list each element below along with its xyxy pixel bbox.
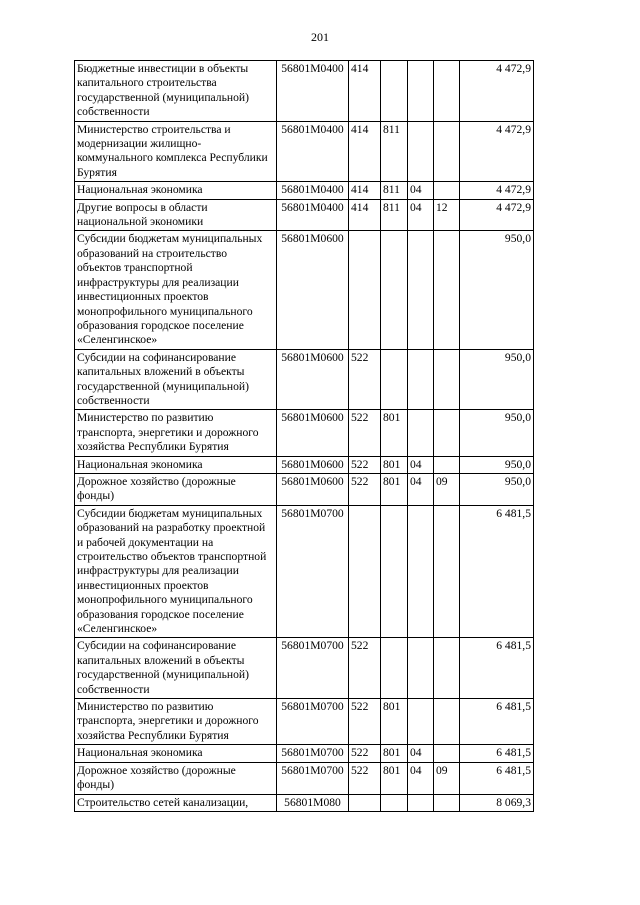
row-ministry-code-cell <box>381 794 408 811</box>
row-name-cell: Дорожное хозяйство (дорожные фонды) <box>75 762 277 794</box>
row-ministry-code-cell <box>381 61 408 122</box>
row-sum-cell: 950,0 <box>460 456 534 473</box>
row-code-cell: 56801М0600 <box>277 231 349 349</box>
row-name-cell: Министерство по развитию транспорта, энергетики и дорожного хозяйства Республики Бурятия <box>75 410 277 456</box>
row-ministry-code-cell <box>381 349 408 410</box>
row-section-cell <box>408 794 434 811</box>
row-subsection-cell <box>434 505 460 638</box>
row-ministry-code-cell: 801 <box>381 410 408 456</box>
row-section-cell: 04 <box>408 745 434 762</box>
table-row <box>75 121 534 182</box>
table-row <box>75 182 534 199</box>
table-row <box>75 231 534 349</box>
row-sum-cell: 4 472,9 <box>460 182 534 199</box>
row-name-cell: Министерство по развитию транспорта, энергетики и дорожного хозяйства Республики Бурятия <box>75 699 277 745</box>
row-code-cell: 56801М0700 <box>277 638 349 699</box>
row-ministry-code-cell <box>381 231 408 349</box>
row-subsection-cell <box>434 794 460 811</box>
table-row <box>75 638 534 699</box>
row-code-cell: 56801М0400 <box>277 61 349 122</box>
row-ministry-code-cell: 811 <box>381 121 408 182</box>
row-sum-cell: 8 069,3 <box>460 794 534 811</box>
row-section-cell <box>408 121 434 182</box>
row-subsection-cell <box>434 231 460 349</box>
row-subsection-cell <box>434 699 460 745</box>
row-code-cell: 56801М0400 <box>277 182 349 199</box>
row-expense-type-cell: 522 <box>349 473 381 505</box>
row-code-cell: 56801М0700 <box>277 762 349 794</box>
row-section-cell: 04 <box>408 473 434 505</box>
row-subsection-cell <box>434 456 460 473</box>
table-row <box>75 762 534 794</box>
row-sum-cell: 6 481,5 <box>460 762 534 794</box>
row-ministry-code-cell: 801 <box>381 745 408 762</box>
row-expense-type-cell: 522 <box>349 349 381 410</box>
row-expense-type-cell: 522 <box>349 456 381 473</box>
row-sum-cell: 950,0 <box>460 231 534 349</box>
row-sum-cell: 6 481,5 <box>460 745 534 762</box>
row-ministry-code-cell: 811 <box>381 182 408 199</box>
row-code-cell: 56801М0700 <box>277 699 349 745</box>
row-name-cell: Субсидии на софинансирование капитальных вложений в объекты государственной (муниципальной) собственности <box>75 638 277 699</box>
row-sum-cell: 6 481,5 <box>460 699 534 745</box>
row-sum-cell: 950,0 <box>460 349 534 410</box>
row-name-cell: Министерство строительства и модернизации жилищно-коммунального комплекса Республики Бурятия <box>75 121 277 182</box>
row-subsection-cell <box>434 745 460 762</box>
row-sum-cell: 4 472,9 <box>460 121 534 182</box>
row-section-cell: 04 <box>408 182 434 199</box>
row-section-cell: 04 <box>408 762 434 794</box>
row-sum-cell: 4 472,9 <box>460 199 534 231</box>
row-name-cell: Субсидии на софинансирование капитальных вложений в объекты государственной (муниципальной) собственности <box>75 349 277 410</box>
row-sum-cell: 6 481,5 <box>460 505 534 638</box>
row-ministry-code-cell: 801 <box>381 699 408 745</box>
row-expense-type-cell: 414 <box>349 61 381 122</box>
row-name-cell: Национальная экономика <box>75 182 277 199</box>
row-code-cell: 56801М0400 <box>277 199 349 231</box>
row-expense-type-cell <box>349 231 381 349</box>
row-expense-type-cell: 522 <box>349 410 381 456</box>
row-section-cell: 04 <box>408 199 434 231</box>
row-code-cell: 56801М080 <box>277 794 349 811</box>
row-expense-type-cell: 522 <box>349 745 381 762</box>
row-section-cell <box>408 231 434 349</box>
row-subsection-cell: 09 <box>434 762 460 794</box>
row-name-cell: Дорожное хозяйство (дорожные фонды) <box>75 473 277 505</box>
table-row <box>75 456 534 473</box>
row-ministry-code-cell: 801 <box>381 456 408 473</box>
row-sum-cell: 6 481,5 <box>460 638 534 699</box>
row-subsection-cell <box>434 182 460 199</box>
table-row <box>75 505 534 638</box>
row-ministry-code-cell: 811 <box>381 199 408 231</box>
row-subsection-cell <box>434 349 460 410</box>
row-ministry-code-cell <box>381 505 408 638</box>
table-body <box>75 61 534 812</box>
table-row <box>75 473 534 505</box>
row-sum-cell: 950,0 <box>460 473 534 505</box>
row-subsection-cell <box>434 638 460 699</box>
table-row <box>75 199 534 231</box>
row-sum-cell: 950,0 <box>460 410 534 456</box>
row-name-cell: Национальная экономика <box>75 745 277 762</box>
row-expense-type-cell: 414 <box>349 121 381 182</box>
row-expense-type-cell: 414 <box>349 199 381 231</box>
row-subsection-cell: 12 <box>434 199 460 231</box>
row-code-cell: 56801М0700 <box>277 745 349 762</box>
row-section-cell <box>408 638 434 699</box>
row-expense-type-cell <box>349 794 381 811</box>
row-subsection-cell <box>434 410 460 456</box>
row-section-cell <box>408 61 434 122</box>
row-section-cell <box>408 410 434 456</box>
row-code-cell: 56801М0600 <box>277 473 349 505</box>
row-name-cell: Субсидии бюджетам муниципальных образований на разработку проектной и рабочей документации на строительство объектов транспортной инфраструктуры для реализации инвестиционных проектов монопрофильного муниципального образования городское поселение «Селенгинское» <box>75 505 277 638</box>
row-code-cell: 56801М0400 <box>277 121 349 182</box>
row-name-cell: Субсидии бюджетам муниципальных образований на строительство объектов транспортной инфраструктуры для реализации инвестиционных проектов монопрофильного муниципального образования городское поселение «Селенгинское» <box>75 231 277 349</box>
row-subsection-cell <box>434 121 460 182</box>
row-code-cell: 56801М0600 <box>277 349 349 410</box>
row-expense-type-cell: 522 <box>349 638 381 699</box>
row-section-cell <box>408 699 434 745</box>
row-ministry-code-cell: 801 <box>381 762 408 794</box>
row-section-cell <box>408 505 434 638</box>
row-name-cell: Строительство сетей канализации, <box>75 794 277 811</box>
table-row <box>75 410 534 456</box>
row-expense-type-cell: 522 <box>349 699 381 745</box>
row-sum-cell: 4 472,9 <box>460 61 534 122</box>
table-row <box>75 349 534 410</box>
row-subsection-cell: 09 <box>434 473 460 505</box>
row-name-cell: Бюджетные инвестиции в объекты капитального строительства государственной (муниципальной) собственности <box>75 61 277 122</box>
row-expense-type-cell: 414 <box>349 182 381 199</box>
row-code-cell: 56801М0700 <box>277 505 349 638</box>
table-row <box>75 794 534 811</box>
table-row <box>75 745 534 762</box>
row-subsection-cell <box>434 61 460 122</box>
budget-table <box>74 60 534 812</box>
table-row <box>75 61 534 122</box>
row-ministry-code-cell <box>381 638 408 699</box>
row-name-cell: Национальная экономика <box>75 456 277 473</box>
row-section-cell: 04 <box>408 456 434 473</box>
row-expense-type-cell: 522 <box>349 762 381 794</box>
row-code-cell: 56801М0600 <box>277 410 349 456</box>
row-section-cell <box>408 349 434 410</box>
row-name-cell: Другие вопросы в области национальной экономики <box>75 199 277 231</box>
row-ministry-code-cell: 801 <box>381 473 408 505</box>
row-expense-type-cell <box>349 505 381 638</box>
table-row <box>75 699 534 745</box>
row-code-cell: 56801М0600 <box>277 456 349 473</box>
page-number: 201 <box>311 30 329 44</box>
